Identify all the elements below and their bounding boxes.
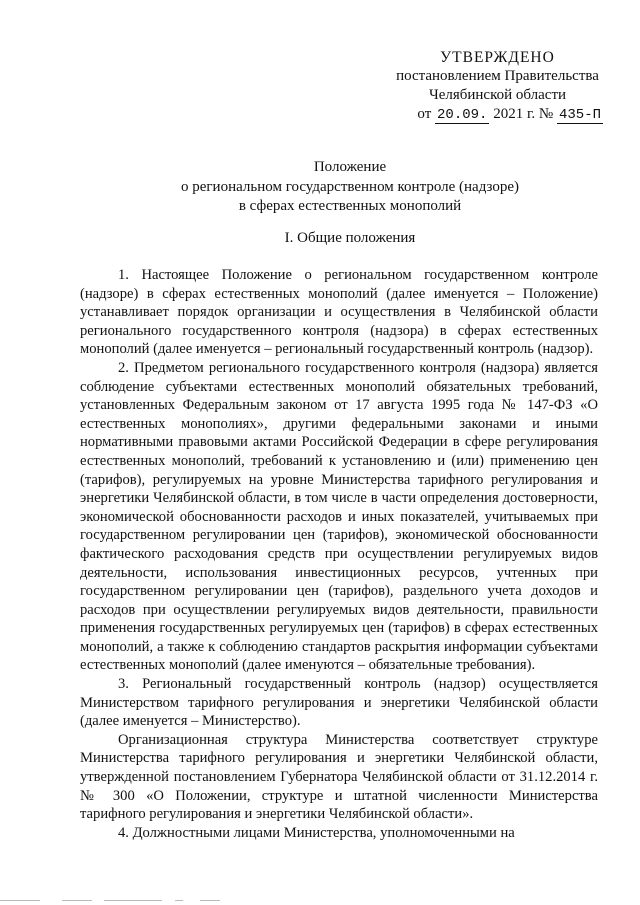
title-line-1: Положение xyxy=(313,159,387,175)
approval-date-line xyxy=(390,105,605,125)
year-number-label: 2021 г. № xyxy=(493,106,554,122)
paragraph-3: 3. Региональный государственный контроль (надзор) осуществляется Министерством тарифного регулирования и энергетики Челябинской области (далее именуется – Министерство). xyxy=(80,676,598,730)
paragraph-5: 4. Должностными лицами Министерства, уполномоченными на xyxy=(118,824,515,841)
scan-edge-marks xyxy=(0,897,640,905)
document-body xyxy=(80,266,598,842)
paragraph-1: 1. Настоящее Положение о региональном государственном контроле (надзоре) в сферах естественных монополий (далее именуется – Положение) устанавливает порядок организации и осуществления в Челябинской области регионального государственного контроля (надзора) в сферах естественных монополий (далее именуется – региональный государственный контроль (надзор). xyxy=(80,267,598,358)
paragraph-4: Организационная структура Министерства соответствует структуре Министерства тарифного регулирования и энергетики Челябинской области, утвержденной постановлением Губернатора Челябинской области от 31.12.2014 г. № 300 «О Положении, структуре и штатной численности Министерства тарифного регулирования и энергетики Челябинской области». xyxy=(80,731,598,823)
approval-block xyxy=(390,48,605,125)
approval-stamp: УТВЕРЖДЕНО xyxy=(440,49,555,66)
paragraph-2: 2. Предметом регионального государственного контроля (надзора) является соблюдение субъектами естественных монополий обязательных требований, установленных Федеральным законом от 17 августа 1995 года № 147-ФЗ «О естественных монополиях», другими федеральными законами и иными нормативными правовыми актами Российской Федерации в сфере регулирования естественных монополий, требований к установлению и (или) применению цен (тарифов), регулируемых на уровне Министерства тарифного регулирования и энергетики Челябинской области, в том числе в части определения достоверности, экономической обоснованности расходов и иных показателей, учитываемых при государственном регулировании цен (тарифов), экономической обоснованности фактического расходования средств при осуществлении регулируемых видов деятельности, использования инвестиционных ресурсов, учтенных при государственном регулировании цен (тарифов), раздельного учета доходов и расходов при осуществлении регулируемых видов деятельности, правильности применения государственных регулируемых цен (тарифов) в сферах естественных монополий, а также к соблюдению стандартов раскрытия информации субъектами естественных монополий (далее именуются – обязательные требования). xyxy=(80,359,598,674)
title-line-3: в сферах естественных монополий xyxy=(238,198,462,214)
document-title xyxy=(150,158,550,217)
approval-line-2: Челябинской области xyxy=(428,87,567,103)
date-value: 20.09. xyxy=(437,107,488,123)
decree-number: 435-П xyxy=(558,107,601,123)
title-line-2: о региональном государственном контроле (надзоре) xyxy=(180,178,520,195)
section-heading: I. Общие положения xyxy=(284,230,416,246)
approval-line-1: постановлением Правительства xyxy=(396,68,599,84)
date-prefix: от xyxy=(417,106,432,122)
